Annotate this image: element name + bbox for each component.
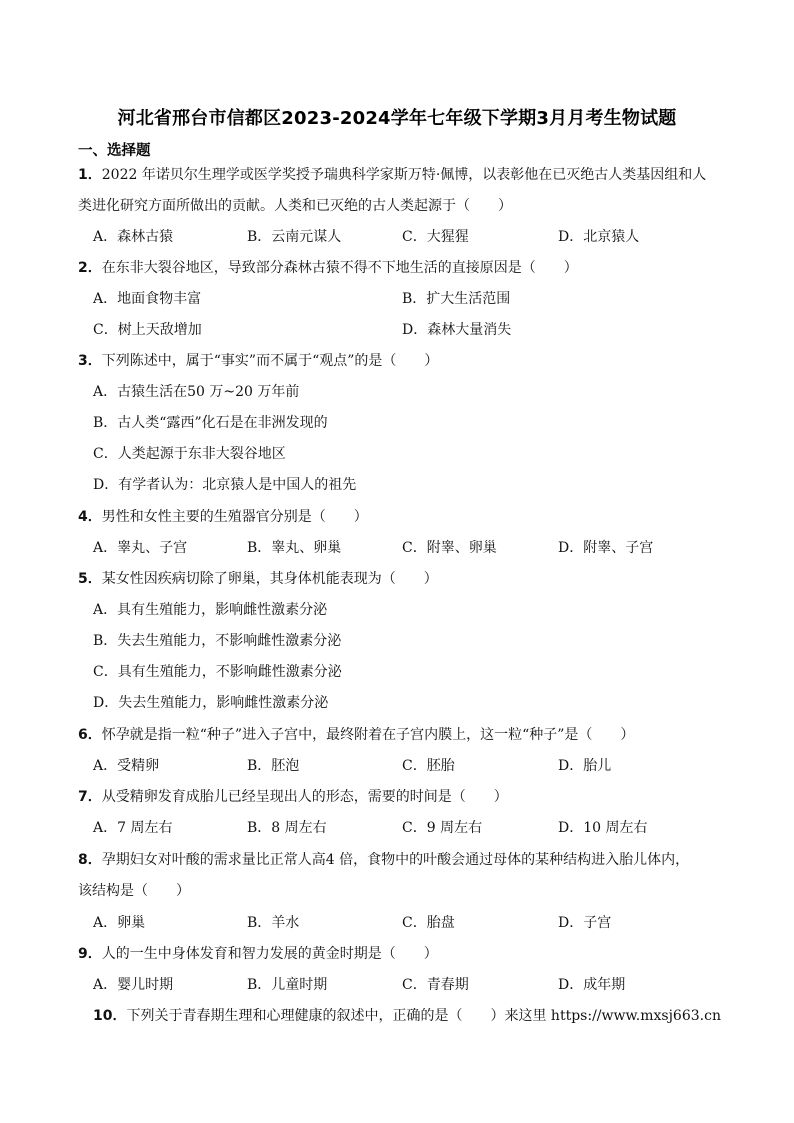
- question-8-option-c[interactable]: C．胎盘: [402, 915, 455, 931]
- question-2-option-c[interactable]: C．树上天敌增加: [93, 322, 202, 338]
- question-5-option-c[interactable]: C．具有生殖能力，不影响雌性激素分泌: [93, 664, 342, 680]
- question-8-line-1: 8．孕期妇女对叶酸的需求量比正常人高4 倍，食物中的叶酸会通过母体的某种结构进入胎儿体内，: [78, 852, 690, 868]
- question-5-line-1: 5．某女性因疾病切除了卵巢，其身体机能表现为（ ）: [78, 571, 438, 587]
- question-3-option-b[interactable]: B．古人类“露西”化石是在非洲发现的: [93, 415, 328, 431]
- page-title: 河北省邢台市信都区2023-2024学年七年级下学期3月月考生物试题: [117, 108, 677, 129]
- question-7-option-a[interactable]: A．7 周左右: [93, 820, 173, 836]
- question-5-option-a[interactable]: A．具有生殖能力，影响雌性激素分泌: [93, 602, 328, 618]
- question-1-option-a[interactable]: A．森林古猿: [93, 229, 174, 245]
- question-6-option-a[interactable]: A．受精卵: [93, 758, 160, 774]
- question-7-option-b[interactable]: B．8 周左右: [247, 820, 327, 836]
- question-1-line-2: 类进化研究方面所做出的贡献。人类和已灭绝的古人类起源于（ ）: [78, 198, 512, 214]
- question-8-option-b[interactable]: B．羊水: [247, 915, 300, 931]
- question-1-line-1: 1．2022 年诺贝尔生理学或医学奖授予瑞典科学家斯万特·佩博，以表彰他在已灭绝古人类基因组和人: [78, 167, 707, 183]
- question-3-option-c[interactable]: C．人类起源于东非大裂谷地区: [93, 446, 286, 462]
- question-7-line-1: 7．从受精卵发育成胎儿已经呈现出人的形态，需要的时间是（ ）: [78, 789, 508, 805]
- question-4-number: 4．: [78, 509, 102, 525]
- question-7-option-c[interactable]: C．9 周左右: [402, 820, 483, 836]
- question-4-line-1: 4．男性和女性主要的生殖器官分别是（ ）: [78, 509, 368, 525]
- question-9-option-a[interactable]: A．婴儿时期: [93, 977, 174, 993]
- section-heading: 一、选择题: [78, 143, 151, 159]
- question-5-number: 5．: [78, 571, 102, 587]
- question-5-option-d[interactable]: D．失去生殖能力，影响雌性激素分泌: [93, 695, 329, 711]
- question-9-option-d[interactable]: D．成年期: [558, 977, 626, 993]
- question-1-option-c[interactable]: C．大猩猩: [402, 229, 469, 245]
- question-2-option-d[interactable]: D．森林大量消失: [402, 322, 512, 338]
- question-6-number: 6．: [78, 727, 102, 743]
- question-6-line-1: 6．怀孕就是指一粒“种子”进入子宫中，最终附着在子宫内膜上，这一粒“种子”是（ ）: [78, 727, 635, 743]
- question-6-option-d[interactable]: D．胎儿: [558, 758, 612, 774]
- question-1-number: 1．: [78, 167, 102, 183]
- question-4-option-c[interactable]: C．附睾、卵巢: [402, 540, 497, 556]
- question-9-line-1: 9．人的一生中身体发育和智力发展的黄金时期是（ ）: [78, 946, 438, 962]
- question-9-number: 9．: [78, 946, 102, 962]
- question-3-line-1: 3．下列陈述中，属于“事实”而不属于“观点”的是（ ）: [78, 353, 439, 369]
- question-7-number: 7．: [78, 789, 102, 805]
- question-6-option-b[interactable]: B．胚泡: [247, 758, 300, 774]
- question-8-option-d[interactable]: D．子宫: [558, 915, 612, 931]
- question-8-line-2: 该结构是（ ）: [78, 883, 190, 899]
- question-4-option-d[interactable]: D．附睾、子宫: [558, 540, 654, 556]
- question-10-line-1: 10．下列关于青春期生理和心理健康的叙述中，正确的是（ ）来这里 https://www.mxsj663.cn: [93, 1008, 721, 1024]
- question-4-option-b[interactable]: B．睾丸、卵巢: [247, 540, 342, 556]
- question-2-line-1: 2．在东非大裂谷地区，导致部分森林古猿不得不下地生活的直接原因是（ ）: [78, 260, 578, 276]
- question-9-option-b[interactable]: B．儿童时期: [247, 977, 328, 993]
- question-2-number: 2．: [78, 260, 102, 276]
- question-6-option-c[interactable]: C．胚胎: [402, 758, 455, 774]
- question-3-number: 3．: [78, 353, 102, 369]
- question-1-option-b[interactable]: B．云南元谋人: [247, 229, 342, 245]
- question-8-option-a[interactable]: A．卵巢: [93, 915, 146, 931]
- question-3-option-d[interactable]: D．有学者认为：北京猿人是中国人的祖先: [93, 477, 357, 493]
- question-4-option-a[interactable]: A．睾丸、子宫: [93, 540, 188, 556]
- question-2-option-b[interactable]: B．扩大生活范围: [402, 291, 511, 307]
- question-1-option-d[interactable]: D．北京猿人: [558, 229, 640, 245]
- question-10-number: 10．: [93, 1008, 127, 1024]
- question-9-option-c[interactable]: C．青春期: [402, 977, 469, 993]
- question-2-option-a[interactable]: A．地面食物丰富: [93, 291, 202, 307]
- question-5-option-b[interactable]: B．失去生殖能力，不影响雌性激素分泌: [93, 633, 342, 649]
- question-3-option-a[interactable]: A．古猿生活在50 万~20 万年前: [93, 384, 300, 400]
- question-8-number: 8．: [78, 852, 102, 868]
- question-7-option-d[interactable]: D．10 周左右: [558, 820, 648, 836]
